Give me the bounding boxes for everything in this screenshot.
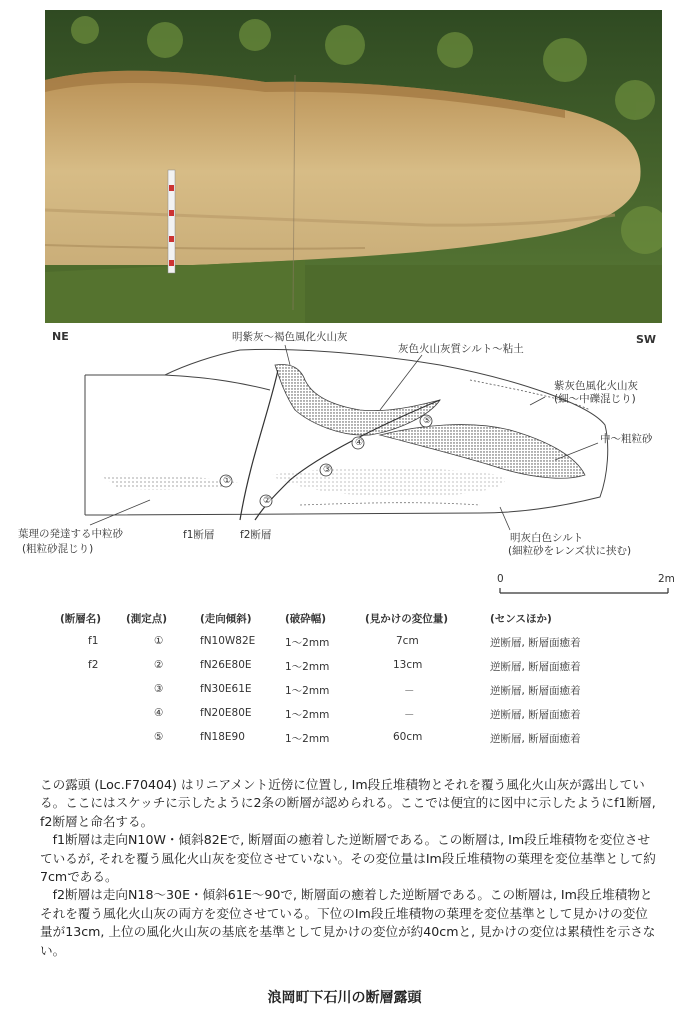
header-width: (破砕幅) <box>285 613 327 625</box>
label-fault-f1: f1断層 <box>183 529 215 541</box>
header-point: (測定点) <box>126 613 168 625</box>
paragraph-1: この露頭 (Loc.F70404) はリニアメント近傍に位置し, Ⅰm段丘堆積物とそれを覆う風化火山灰が露出している。ここにはスケッチに示したように2条の断層が認められる。ここでは便宜的に図中に示したようにf1断層, f2断層と命名する。 <box>40 777 656 829</box>
paragraph-3: f2断層は走向N18～30E・傾斜61E～90で, 断層面の癒着した逆断層である。この断層は, Ⅰm段丘堆積物とそれを覆う風化火山灰の両方を変位させている。下位のⅠm段丘堆積物の葉理を変位基準として見かけの変位量が13cm, 上位の風化火山灰の基底を基準として見かけの変位が約40cmと, 見かけの変位は累積性を示さない。 <box>40 887 656 958</box>
direction-sw: SW <box>636 333 657 346</box>
point-5-label: ⑤ <box>423 416 432 426</box>
ruler-scale-icon <box>168 170 175 273</box>
paragraph-2: f1断層は走向N10W・傾斜82Eで, 断層面の癒着した逆断層である。この断層は, Ⅰm段丘堆積物を変位させているが, それを覆う風化火山灰を変位させていない。その変位量はⅠm段丘堆積物の葉理を変位基準として約7cmである。 <box>40 832 656 885</box>
point-1-label: ① <box>223 476 232 486</box>
outcrop-photo <box>45 10 662 323</box>
description-text <box>40 776 660 960</box>
direction-ne: NE <box>52 330 69 343</box>
header-sense: (センスほか) <box>490 613 552 625</box>
header-displacement: (見かけの変位量) <box>365 613 449 625</box>
label-silt-note: (細粒砂をレンズ状に挟む) <box>508 545 632 557</box>
table-row: ③ fN30E61E 1～2mm － 逆断層, 断層面癒着 <box>154 683 581 697</box>
label-purple-ash: 紫灰色風化火山灰 <box>554 380 638 392</box>
table-header <box>60 611 660 629</box>
label-top-ash: 明紫灰～褐色風化火山灰 <box>232 331 348 343</box>
header-fault-name: (断層名) <box>60 613 102 625</box>
header-strike-dip: (走向傾斜) <box>200 613 252 625</box>
label-purple-ash-note: (細～中礫混じり) <box>554 393 636 405</box>
figure-caption: 浪岡町下石川の断層露頭 <box>267 990 422 1006</box>
scale-zero: 0 <box>497 573 504 585</box>
label-laminated-sand-note: (粗粒砂混じり) <box>22 543 94 555</box>
label-ash-silt: 灰色火山灰質シルト～粘土 <box>398 343 524 355</box>
scale-max: 2m <box>658 573 675 585</box>
label-fault-f2: f2断層 <box>240 529 272 541</box>
scale-bar <box>496 573 676 599</box>
point-3-label: ③ <box>323 465 332 475</box>
table-row: ⑤ fN18E90 1～2mm 60cm 逆断層, 断層面癒着 <box>154 731 581 745</box>
label-laminated-sand: 葉理の発達する中粒砂 <box>18 528 123 540</box>
table-row: f2 ② fN26E80E 1～2mm 13cm 逆断層, 断層面癒着 <box>88 659 581 673</box>
table-row: f1 ① fN10W82E 1～2mm 7cm 逆断層, 断層面癒着 <box>88 635 581 649</box>
point-2-label: ② <box>263 496 272 506</box>
point-4-label: ④ <box>355 438 364 448</box>
label-coarse-sand: 中～粗粒砂 <box>600 433 653 445</box>
label-silt: 明灰白色シルト <box>510 532 584 544</box>
outcrop-sketch <box>0 325 689 595</box>
table-row: ④ fN20E80E 1～2mm － 逆断層, 断層面癒着 <box>154 707 581 721</box>
